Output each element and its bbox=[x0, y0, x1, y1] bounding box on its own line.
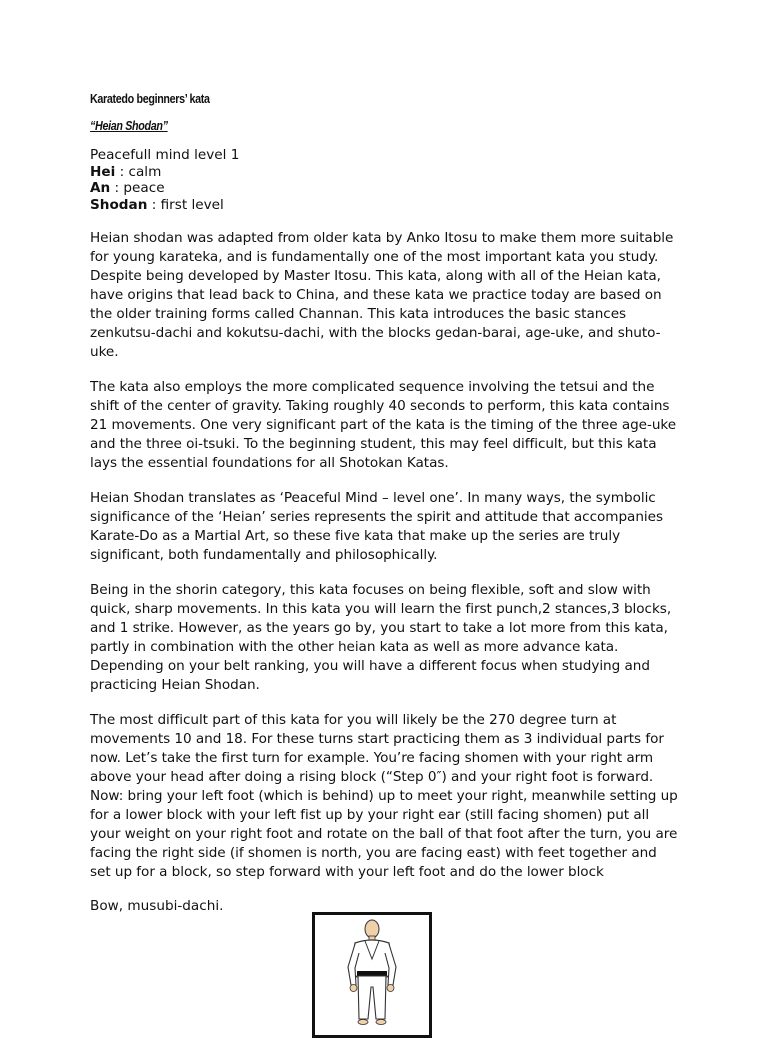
document-page bbox=[90, 90, 680, 916]
body-paragraph: Heian shodan was adapted from older kata by Anko Itosu to make them more suitable for young karateka, and is fundamentally one of the most important kata you study. Despite being developed by Master Itosu. This kata, along with all of the Heian kata, have origins that lead back to China, and these kata we practice today are based on the older training forms called Channan. This kata introduces the basic stances zenkutsu-dachi and kokutsu-dachi, with the blocks gedan-barai, age-uke, and shuto-uke. bbox=[90, 230, 674, 361]
karateka-figure-icon bbox=[315, 915, 429, 1035]
bow-caption: Bow, musubi-dachi. bbox=[90, 898, 224, 915]
meaning-term-row bbox=[90, 180, 680, 197]
meaning-term: Hei bbox=[90, 163, 116, 180]
meaning-definition: : peace bbox=[110, 180, 165, 197]
body-paragraph: The most difficult part of this kata for you will likely be the 270 degree turn at movements 10 and 18. For these turns start practicing them as 3 individual parts for now. Let’s take the first turn for example. You’re facing shomen with your right arm above your head after doing a rising block (“Step 0″) and your right foot is forward. Now: bring your left foot (which is behind) up to meet your right, meanwhile setting up for a lower block with your left fist up by your right ear (still facing shomen) put all your weight on your right foot and rotate on the ball of that foot after the turn, you are facing the right side (if shomen is north, you are facing east) with feet together and set up for a block, so step forward with your left foot and do the lower block bbox=[90, 712, 678, 881]
body-paragraph: The kata also employs the more complicated sequence involving the tetsui and the shift of the center of gravity. Taking roughly 40 seconds to perform, this kata contains 21 movements. One very significant part of the kata is the timing of the three age-uke and the three oi-tsuki. To the beginning student, this may feel difficult, but this kata lays the essential foundations for all Shotokan Katas. bbox=[90, 379, 677, 472]
meaning-subtitle: Peacefull mind level 1 bbox=[90, 147, 240, 163]
body-paragraph: Being in the shorin category, this kata focuses on being flexible, soft and slow with quick, sharp movements. In this kata you will learn the first punch,2 stances,3 blocks, and 1 strike. However, as the years go by, you start to take a lot more from this kata, partly in combination with the other heian kata as well as more advance kata. Depending on your belt ranking, you will have a different focus when studying and practicing Heian Shodan. bbox=[90, 582, 672, 694]
kata-title: “Heian Shodan” bbox=[90, 119, 168, 133]
body-paragraph: Heian Shodan translates as ‘Peaceful Mind – level one’. In many ways, the symbolic significance of the ‘Heian’ series represents the spirit and attitude that accompanies Karate-Do as a Martial Art, so these five kata that make up the series are truly significant, both fundamentally and philosophically. bbox=[90, 490, 663, 564]
meaning-term-row bbox=[90, 197, 680, 214]
document-title: Karatedo beginners’ kata bbox=[90, 92, 210, 106]
meaning-term-row bbox=[90, 164, 680, 181]
meaning-definition: : calm bbox=[115, 163, 162, 180]
kata-meaning bbox=[90, 147, 680, 213]
kata-figure-frame bbox=[312, 912, 432, 1038]
meaning-term: Shodan bbox=[90, 196, 148, 213]
meaning-definition: : first level bbox=[147, 196, 224, 213]
meaning-term: An bbox=[90, 180, 111, 197]
